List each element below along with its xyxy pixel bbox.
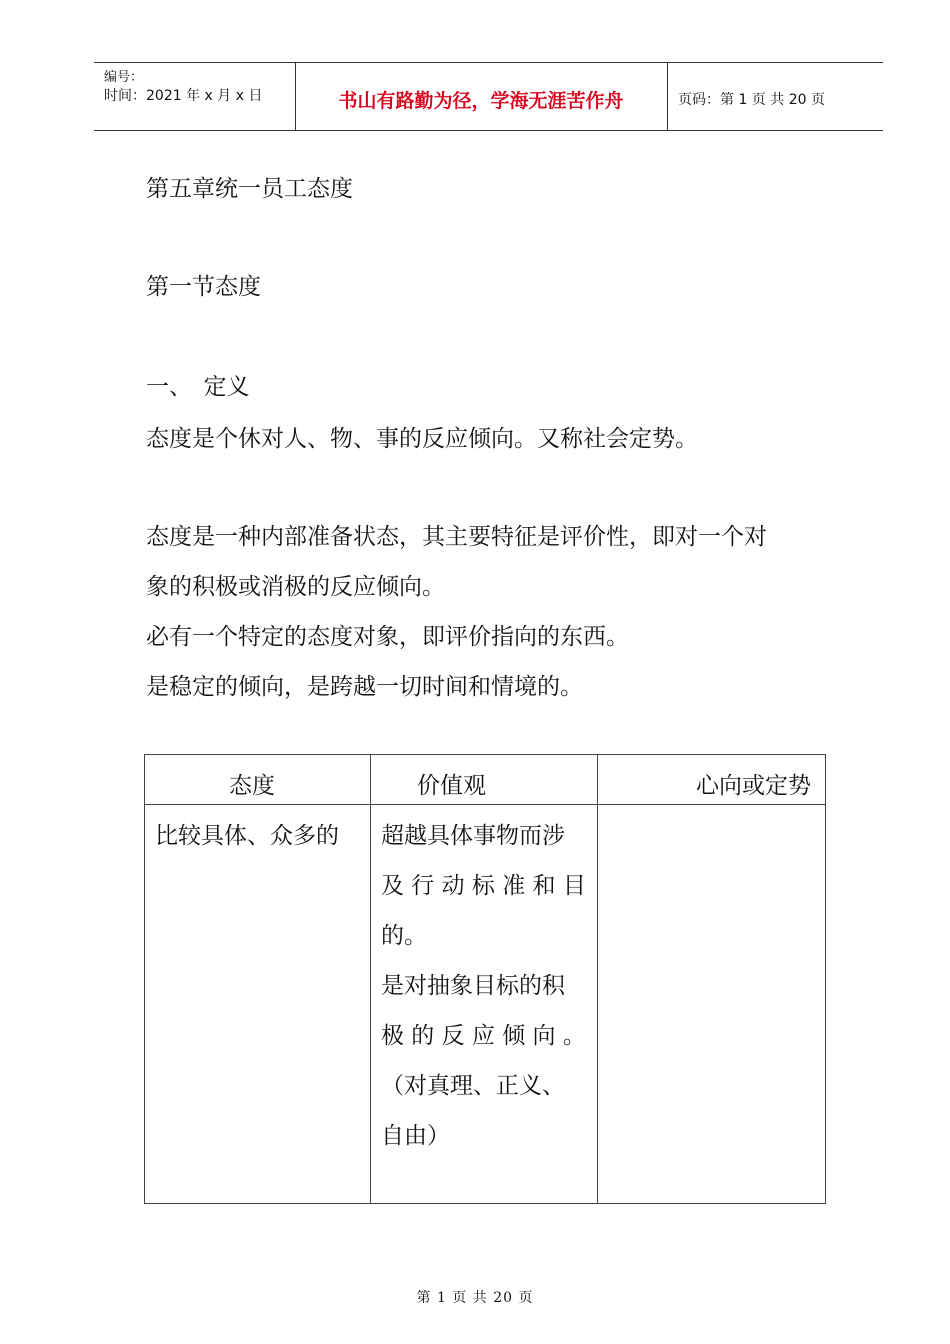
header-cell-attitude: [145, 755, 371, 805]
values-line: 的。: [381, 923, 427, 949]
chapter-title: 第五章统一员工态度: [146, 176, 353, 202]
paragraph-definition: 态度是个休对人、物、事的反应倾向。又称社会定势。: [146, 426, 698, 452]
values-line: （对真理、正义、: [381, 1073, 565, 1099]
header-mindset: 心向或定势: [696, 773, 811, 799]
header-attitude: 态度: [229, 773, 275, 799]
cell-mindset: [598, 805, 826, 1204]
header-values: 价值观: [417, 773, 486, 799]
serial-label: 编号：: [104, 70, 144, 85]
values-line: 及 行 动 标 准 和 目: [381, 873, 586, 899]
paragraph-characteristic-line1: 态度是一种内部准备状态，其主要特征是评价性，即对一个对: [146, 524, 767, 550]
cell-values-text: [371, 801, 597, 1161]
values-line: 超越具体事物而涉: [381, 823, 565, 849]
values-line: 是对抽象目标的积: [381, 973, 565, 999]
motto-text: 书山有路勤为径，学海无涯苦作舟: [338, 90, 624, 112]
paragraph-characteristic-line2: 象的积极或消极的反应倾向。: [146, 574, 445, 600]
section-title: 第一节态度: [146, 274, 261, 300]
header-page-cell: [667, 63, 883, 130]
cell-mindset-text: [598, 801, 825, 811]
cell-attitude-text: 比较具体、众多的: [155, 823, 339, 849]
paragraph-stability: 是稳定的倾向，是跨越一切时间和情境的。: [146, 674, 583, 700]
values-line: 自由）: [381, 1123, 450, 1149]
header-cell-values: [371, 755, 598, 805]
cell-values: [371, 805, 598, 1204]
paragraph-object: 必有一个特定的态度对象，即评价指向的东西。: [146, 624, 629, 650]
item-heading: 一、 定义: [146, 374, 250, 400]
header-meta-cell: [94, 63, 296, 130]
header-motto-cell: [295, 63, 668, 130]
values-line: 极 的 反 应 倾 向 。: [381, 1023, 586, 1049]
cell-attitude: [145, 805, 371, 1204]
date-text: 时间：2021 年 x 月 x 日: [104, 88, 263, 104]
page-footer: 第 1 页 共 20 页: [416, 1290, 534, 1306]
header-cell-mindset: [598, 755, 826, 805]
table-header-row: [145, 755, 826, 805]
header-page-number: 页码：第 1 页 共 20 页: [678, 92, 825, 108]
page-header: [94, 62, 883, 131]
table-row: [145, 805, 826, 1204]
comparison-table: [144, 754, 826, 1204]
